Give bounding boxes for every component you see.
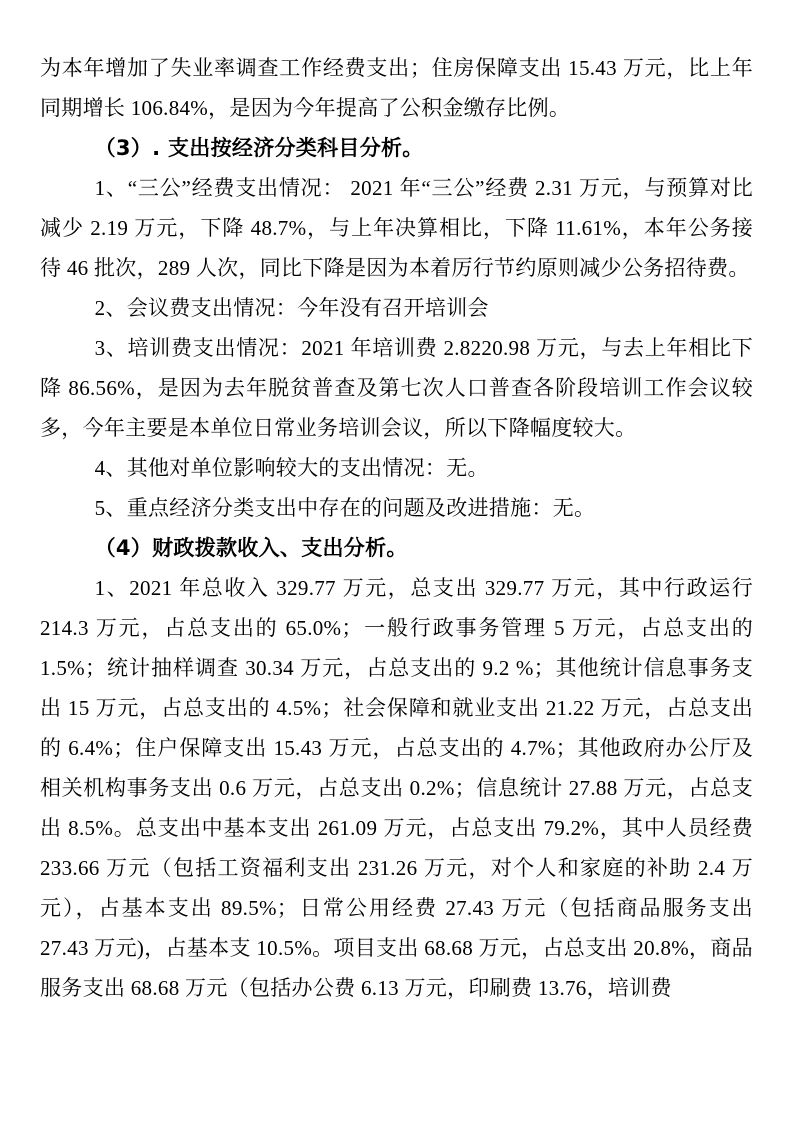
paragraph: 5、重点经济分类支出中存在的问题及改进措施：无。 bbox=[94, 496, 596, 520]
paragraph: 为本年增加了失业率调查工作经费支出；住房保障支出 15.43 万元，比上年同期增长 106.84%，是因为今年提高了公积金缴存比例。 bbox=[40, 56, 753, 120]
section-heading: （3）. 支出按经济分类科目分析。 bbox=[94, 136, 424, 160]
paragraph: 4、其他对单位影响较大的支出情况：无。 bbox=[94, 456, 489, 480]
paragraph: 2、会议费支出情况：今年没有召开培训会 bbox=[94, 296, 489, 320]
paragraph: 3、培训费支出情况：2021 年培训费 2.8220.98 万元，与去上年相比下降 86.56%，是因为去年脱贫普查及第七次人口普查各阶段培训工作会议较多，今年主要是本单位日常业务培训会议，所以下降幅度较大。 bbox=[40, 336, 753, 440]
paragraph: 1、2021 年总收入 329.77 万元，总支出 329.77 万元，其中行政运行 214.3 万元，占总支出的 65.0%；一般行政事务管理 5 万元，占总支出的 1.5%；统计抽样调查 30.34 万元，占总支出的 9.2 %；其他统计信息事务支出 15 万元，占总支出的 4.5%；社会保障和就业支出 21.22 万元，占总支出的 6.4%；住户保障支出 15.43 万元，占总支出的 4.7%；其他政府办公厅及相关机构事务支出 0.6 万元，占总支出 0.2%；信息统计 27.88 万元，占总支出 8.5%。总支出中基本支出 261.09 万元，占总支出 79.2%，其中人员经费 233.66 万元（包括工资福利支出 231.26 万元，对个人和家庭的补助 2.4 万元），占基本支出 89.5%；日常公用经费 27.43 万元（包括商品服务支出 27.43 万元)，占基本支 10.5%。项目支出 68.68 万元，占总支出 20.8%，商品服务支出 68.68 万元（包括办公费 6.13 万元，印刷费 13.76，培训费 bbox=[40, 576, 753, 1000]
document-body bbox=[40, 48, 753, 1008]
section-heading: （4）财政拨款收入、支出分析。 bbox=[94, 536, 408, 560]
paragraph: 1、“三公”经费支出情况： 2021 年“三公”经费 2.31 万元，与预算对比减少 2.19 万元，下降 48.7%，与上年决算相比，下降 11.61%，本年公务接待 46 批次，289 人次，同比下降是因为本着厉行节约原则减少公务招待费。 bbox=[40, 176, 753, 280]
